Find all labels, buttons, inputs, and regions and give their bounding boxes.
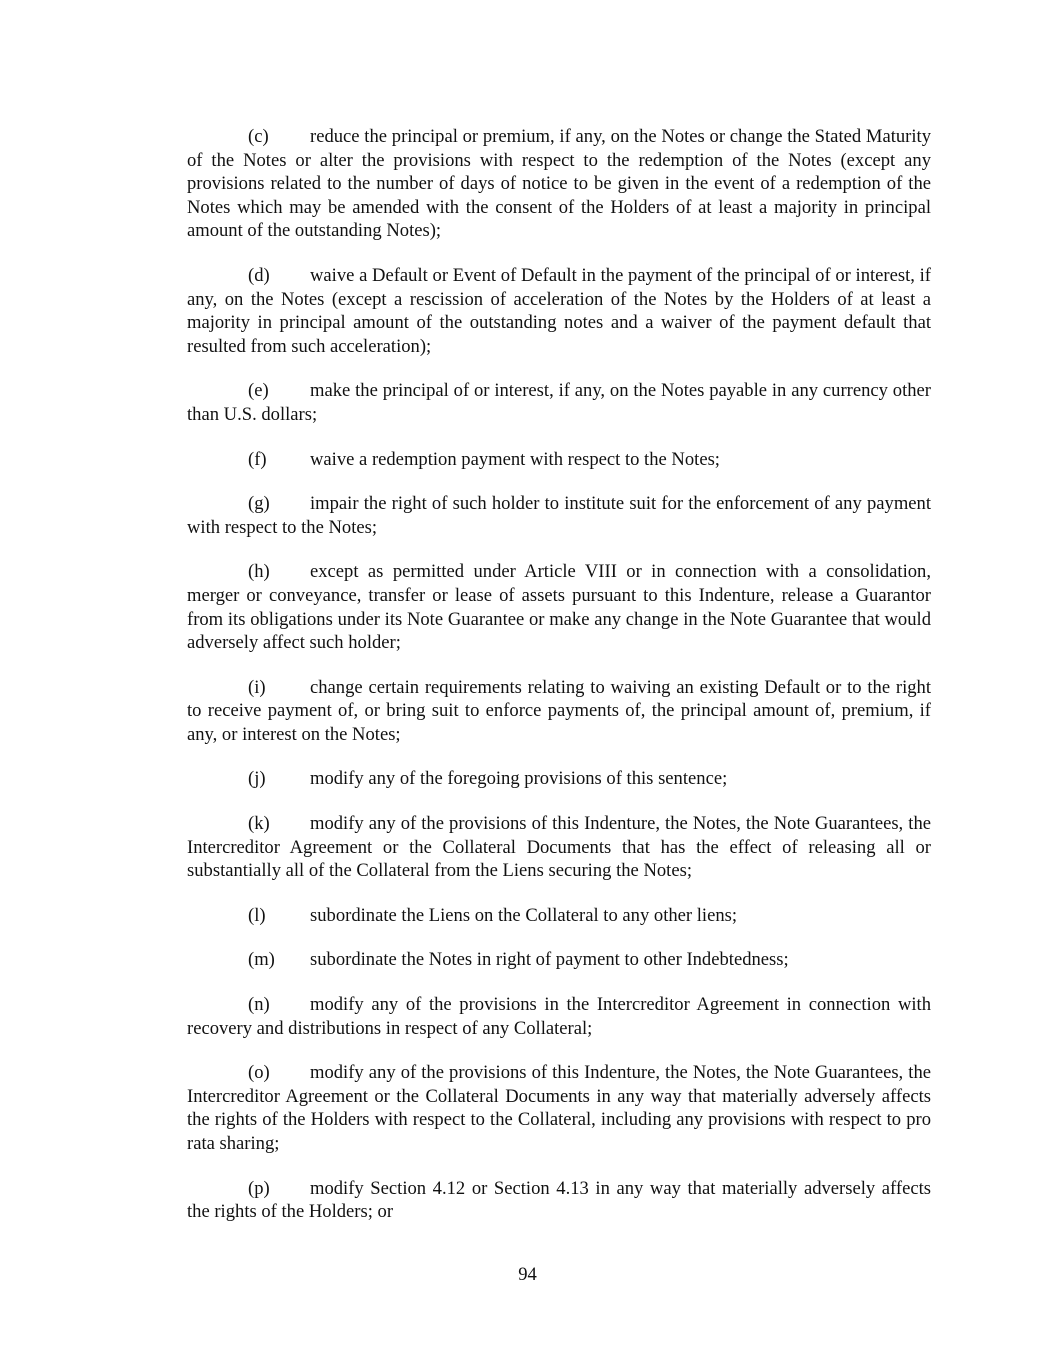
clause-label: (i) [248,676,266,698]
clause-text: modify any of the provisions in the Intercreditor Agreement in connection with recovery and distributions in respect of any Collateral; [187,994,931,1039]
clause-d [187,264,931,358]
document-body [187,125,931,1245]
clause-label: (d) [248,264,270,286]
clause-label: (c) [248,126,269,147]
clause-text: subordinate the Liens on the Collateral to any other liens; [310,904,738,926]
clause-label: (g) [248,493,270,515]
clause-e [187,379,931,426]
clause-g [187,492,931,539]
clause-label: (l) [248,904,266,926]
clause-n [187,993,931,1040]
clause-label: (n) [248,994,270,1016]
clause-label: (h) [248,561,270,583]
clause-h [187,560,931,654]
page-number: 94 [518,1264,537,1285]
clause-text: modify Section 4.12 or Section 4.13 in any way that materially adversely affects the rights of the Holders; or [187,1177,931,1223]
clause-m [187,948,931,972]
clause-j [187,767,931,791]
clause-text: impair the right of such holder to institute suit for the enforcement of any payment with respect to the Notes; [187,493,931,538]
clause-i [187,676,931,747]
clause-f [187,448,931,472]
clause-label: (o) [248,1062,270,1084]
clause-text: waive a Default or Event of Default in the payment of the principal of or interest, if any, on the Notes (except a rescission of acceleration of the Notes by the Holders of at least a majority in principal amount of the outstanding notes and a waiver of the payment default that resulted from such acceleration); [187,264,931,357]
clause-o [187,1061,931,1155]
clause-p [187,1177,931,1224]
clause-text: except as permitted under Article VIII or in connection with a consolidation, merger or conveyance, transfer or lease of assets pursuant to this Indenture, release a Guarantor from its obligations under its Note Guarantee or make any change in the Note Guarantee that would adversely affect such holder; [187,561,931,654]
clause-k [187,812,931,883]
clause-text: modify any of the foregoing provisions of this sentence; [310,768,728,790]
clause-text: subordinate the Notes in right of payment to other Indebtedness; [310,949,789,971]
clause-text: change certain requirements relating to waiving an existing Default or to the right to receive payment of, or bring suit to enforce payments of, the principal amount of, premium, if any, or interest on the Notes; [187,676,931,745]
clause-c [187,125,931,243]
clause-text: reduce the principal or premium, if any, on the Notes or change the Stated Maturity of the Notes or alter the provisions with respect to the redemption of the Notes (except any provisions related to the number of days of notice to be given in the event of a redemption of the Notes which may be amended with the consent of the Holders of at least a majority in principal amount of the outstanding Notes); [187,126,931,242]
clause-label: (f) [248,448,267,470]
clause-l [187,904,931,928]
clause-label: (j) [248,768,266,790]
clause-text: make the principal of or interest, if any, on the Notes payable in any currency other than U.S. dollars; [187,380,931,425]
clause-label: (m) [248,949,275,971]
clause-text: modify any of the provisions of this Indenture, the Notes, the Note Guarantees, the Intercreditor Agreement or the Collateral Documents in any way that materially adversely affects the rights of the Holders with respect to the Collateral, including any provisions with respect to pro rata sharing; [187,1062,931,1154]
clause-text: modify any of the provisions of this Indenture, the Notes, the Note Guarantees, the Intercreditor Agreement or the Collateral Documents that has the effect of releasing all or substantially all of the Collateral from the Liens securing the Notes; [187,813,931,882]
clause-label: (k) [248,813,270,835]
clause-text: waive a redemption payment with respect to the Notes; [310,448,720,470]
clause-label: (p) [248,1177,270,1199]
clause-label: (e) [248,380,269,402]
